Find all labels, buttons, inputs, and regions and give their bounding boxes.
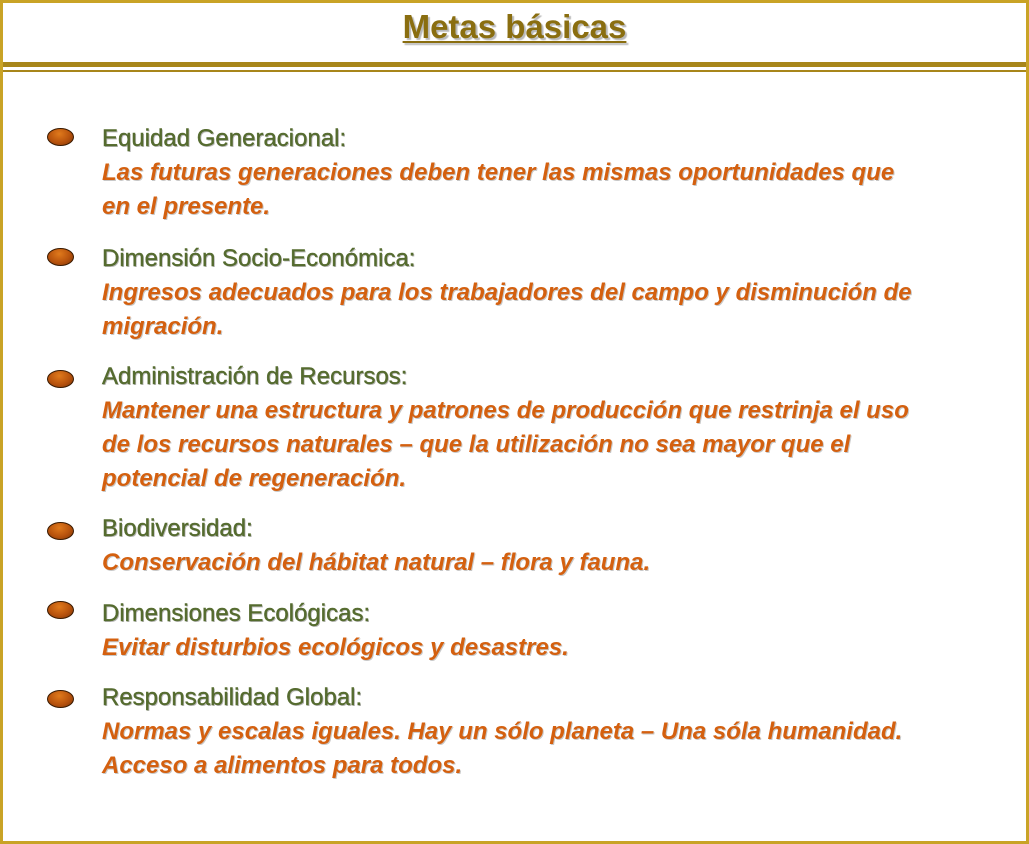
goal-text: [102, 597, 992, 665]
goal-heading: Equidad Generacional:: [102, 125, 347, 152]
slide-title: Metas básicas: [402, 8, 627, 45]
goal-heading: Biodiversidad:: [102, 515, 253, 542]
goal-heading: Administración de Recursos:: [102, 363, 408, 390]
goal-description-line: Acceso a alimentos para todos.: [102, 752, 463, 779]
oval-bullet-icon: [47, 128, 74, 146]
goal-text: [102, 122, 992, 224]
goal-text: [102, 512, 992, 580]
goal-heading: Responsabilidad Global:: [102, 684, 363, 711]
goal-description-line: Ingresos adecuados para los trabajadores del campo y disminución de: [102, 279, 912, 306]
goal-text: [102, 681, 992, 783]
goal-description-line: Mantener una estructura y patrones de producción que restrinja el uso: [102, 397, 909, 424]
goal-description-line: migración.: [102, 313, 224, 340]
oval-bullet-icon: [47, 370, 74, 388]
goal-text: [102, 242, 992, 344]
goal-description-line: Las futuras generaciones deben tener las mismas oportunidades que: [102, 159, 895, 186]
goal-text: [102, 360, 992, 496]
goal-description-line: en el presente.: [102, 193, 271, 220]
goal-heading: Dimensión Socio-Económica:: [102, 245, 416, 272]
oval-bullet-icon: [47, 248, 74, 266]
oval-bullet-icon: [47, 601, 74, 619]
goal-description-line: Conservación del hábitat natural – flora y fauna.: [102, 549, 651, 576]
oval-bullet-icon: [47, 522, 74, 540]
goal-description-line: potencial de regeneración.: [102, 465, 407, 492]
goal-heading: Dimensiones Ecológicas:: [102, 600, 371, 627]
goal-description-line: de los recursos naturales – que la utilización no sea mayor que el: [102, 431, 851, 458]
goal-description-line: Normas y escalas iguales. Hay un sólo planeta – Una sóla humanidad.: [102, 718, 903, 745]
oval-bullet-icon: [47, 690, 74, 708]
goal-list: [3, 3, 1026, 838]
goal-description-line: Evitar disturbios ecológicos y desastres.: [102, 634, 569, 661]
